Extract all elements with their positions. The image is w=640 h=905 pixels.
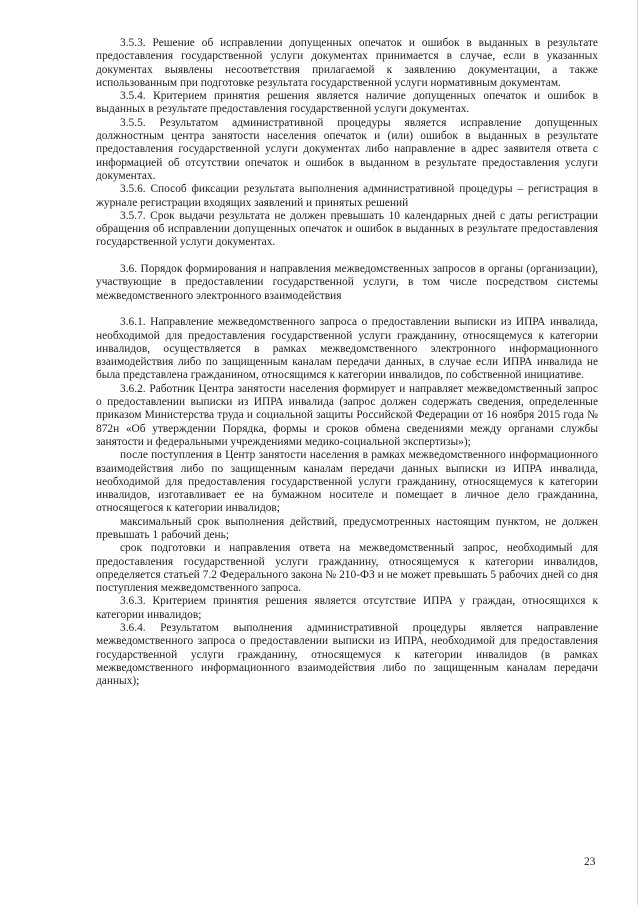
paragraph-after-receipt: после поступления в Центр занятости населения в рамках межведомственного информационного взаимодействия либо по защищенным каналам передачи данных выписки из ИПРА инвалида, необходимой для предоставления государственной услуги гражданину, относящемуся к категории инвалидов, изготавливает ее на бумажном носителе и помещает в личное дело гражданина, относящегося к категории инвалидов; <box>96 449 598 515</box>
scan-edge-line <box>637 0 638 905</box>
paragraph-max-term: максимальный срок выполнения действий, предусмотренных настоящим пунктом, не должен превышать 1 рабочий день; <box>96 515 598 541</box>
paragraph-3-5-4: 3.5.4. Критерием принятия решения является наличие допущенных опечаток и ошибок в выданных в результате предоставления государственной услуги документах. <box>96 90 598 116</box>
paragraph-3-6-4: 3.6.4. Результатом выполнения административной процедуры является направление межведомственного запроса о предоставлении выписки из ИПРА, необходимой для предоставления государственной услуги гражданину, относящемуся к категории инвалидов (в рамках межведомственного информационного взаимодействия либо по защищенным каналам передачи данных); <box>96 622 598 688</box>
paragraph-3-6-1: 3.6.1. Направление межведомственного запроса о предоставлении выписки из ИПРА инвалида, необходимой для предоставления государственной услуги гражданину, относящемуся к категории инвалидов, осуществляется в рамках межведомственного электронного информационного взаимодействия либо по защищенным каналам передачи данных, в случае если ИПРА инвалида не была представлена гражданином, относящимся к категории инвалидов, по собственной инициативе. <box>96 316 598 382</box>
section-heading-3-6: 3.6. Порядок формирования и направления межведомственных запросов в органы (организации), участвующие в предоставлении государственной услуги, в том числе посредством системы межведомственного электронного взаимодействия <box>96 263 598 302</box>
page-number: 23 <box>584 856 596 868</box>
paragraph-3-5-7: 3.5.7. Срок выдачи результата не должен превышать 10 календарных дней с даты регистрации обращения об исправлении допущенных опечаток и ошибок в выданных в результате предоставления государственной услуги документах. <box>96 209 598 249</box>
paragraph-3-6-3: 3.6.3. Критерием принятия решения является отсутствие ИПРА у граждан, относящихся к категории инвалидов; <box>96 595 598 621</box>
document-body <box>96 37 598 689</box>
paragraph-3-5-6: 3.5.6. Способ фиксации результата выполнения административной процедуры – регистрация в журнале регистрации входящих заявлений и принятых решений <box>96 183 598 209</box>
paragraph-3-5-5: 3.5.5. Результатом административной процедуры является исправление допущенных должностным центра занятости населения опечаток и (или) ошибок в выданных в результате предоставления государственной услуги документах либо направление в адрес заявителя ответа с информацией об отсутствии опечаток и ошибок в выданном в результате предоставления услуги документах. <box>96 116 598 182</box>
paragraph-3-5-3: 3.5.3. Решение об исправлении допущенных опечаток и ошибок в выданных в результате предоставления государственной услуги документах принимается в случае, если в указанных документах выявлены несоответствия прилагаемой к заявлению документации, а также использованным при подготовке результата государственной услуги нормативным документам. <box>96 37 598 89</box>
paragraph-response-term: срок подготовки и направления ответа на межведомственный запрос, необходимый для предоставления государственной услуги гражданину, относящемуся к категории инвалидов, определяется статьей 7.2 Федерального закона № 210-ФЗ и не может превышать 5 рабочих дней со дня поступления межведомственного запроса. <box>96 542 598 595</box>
paragraph-3-6-2: 3.6.2. Работник Центра занятости населения формирует и направляет межведомственный запрос о предоставлении выписки из ИПРА инвалида (запрос должен содержать сведения, определенные приказом Министерства труда и социальной защиты Российской Федерации от 16 ноября 2015 года № 872н «Об утверждении Порядка, формы и сроков обмена сведениями между органами службы занятости и федеральными учреждениями медико-социальной экспертизы»); <box>96 382 598 448</box>
